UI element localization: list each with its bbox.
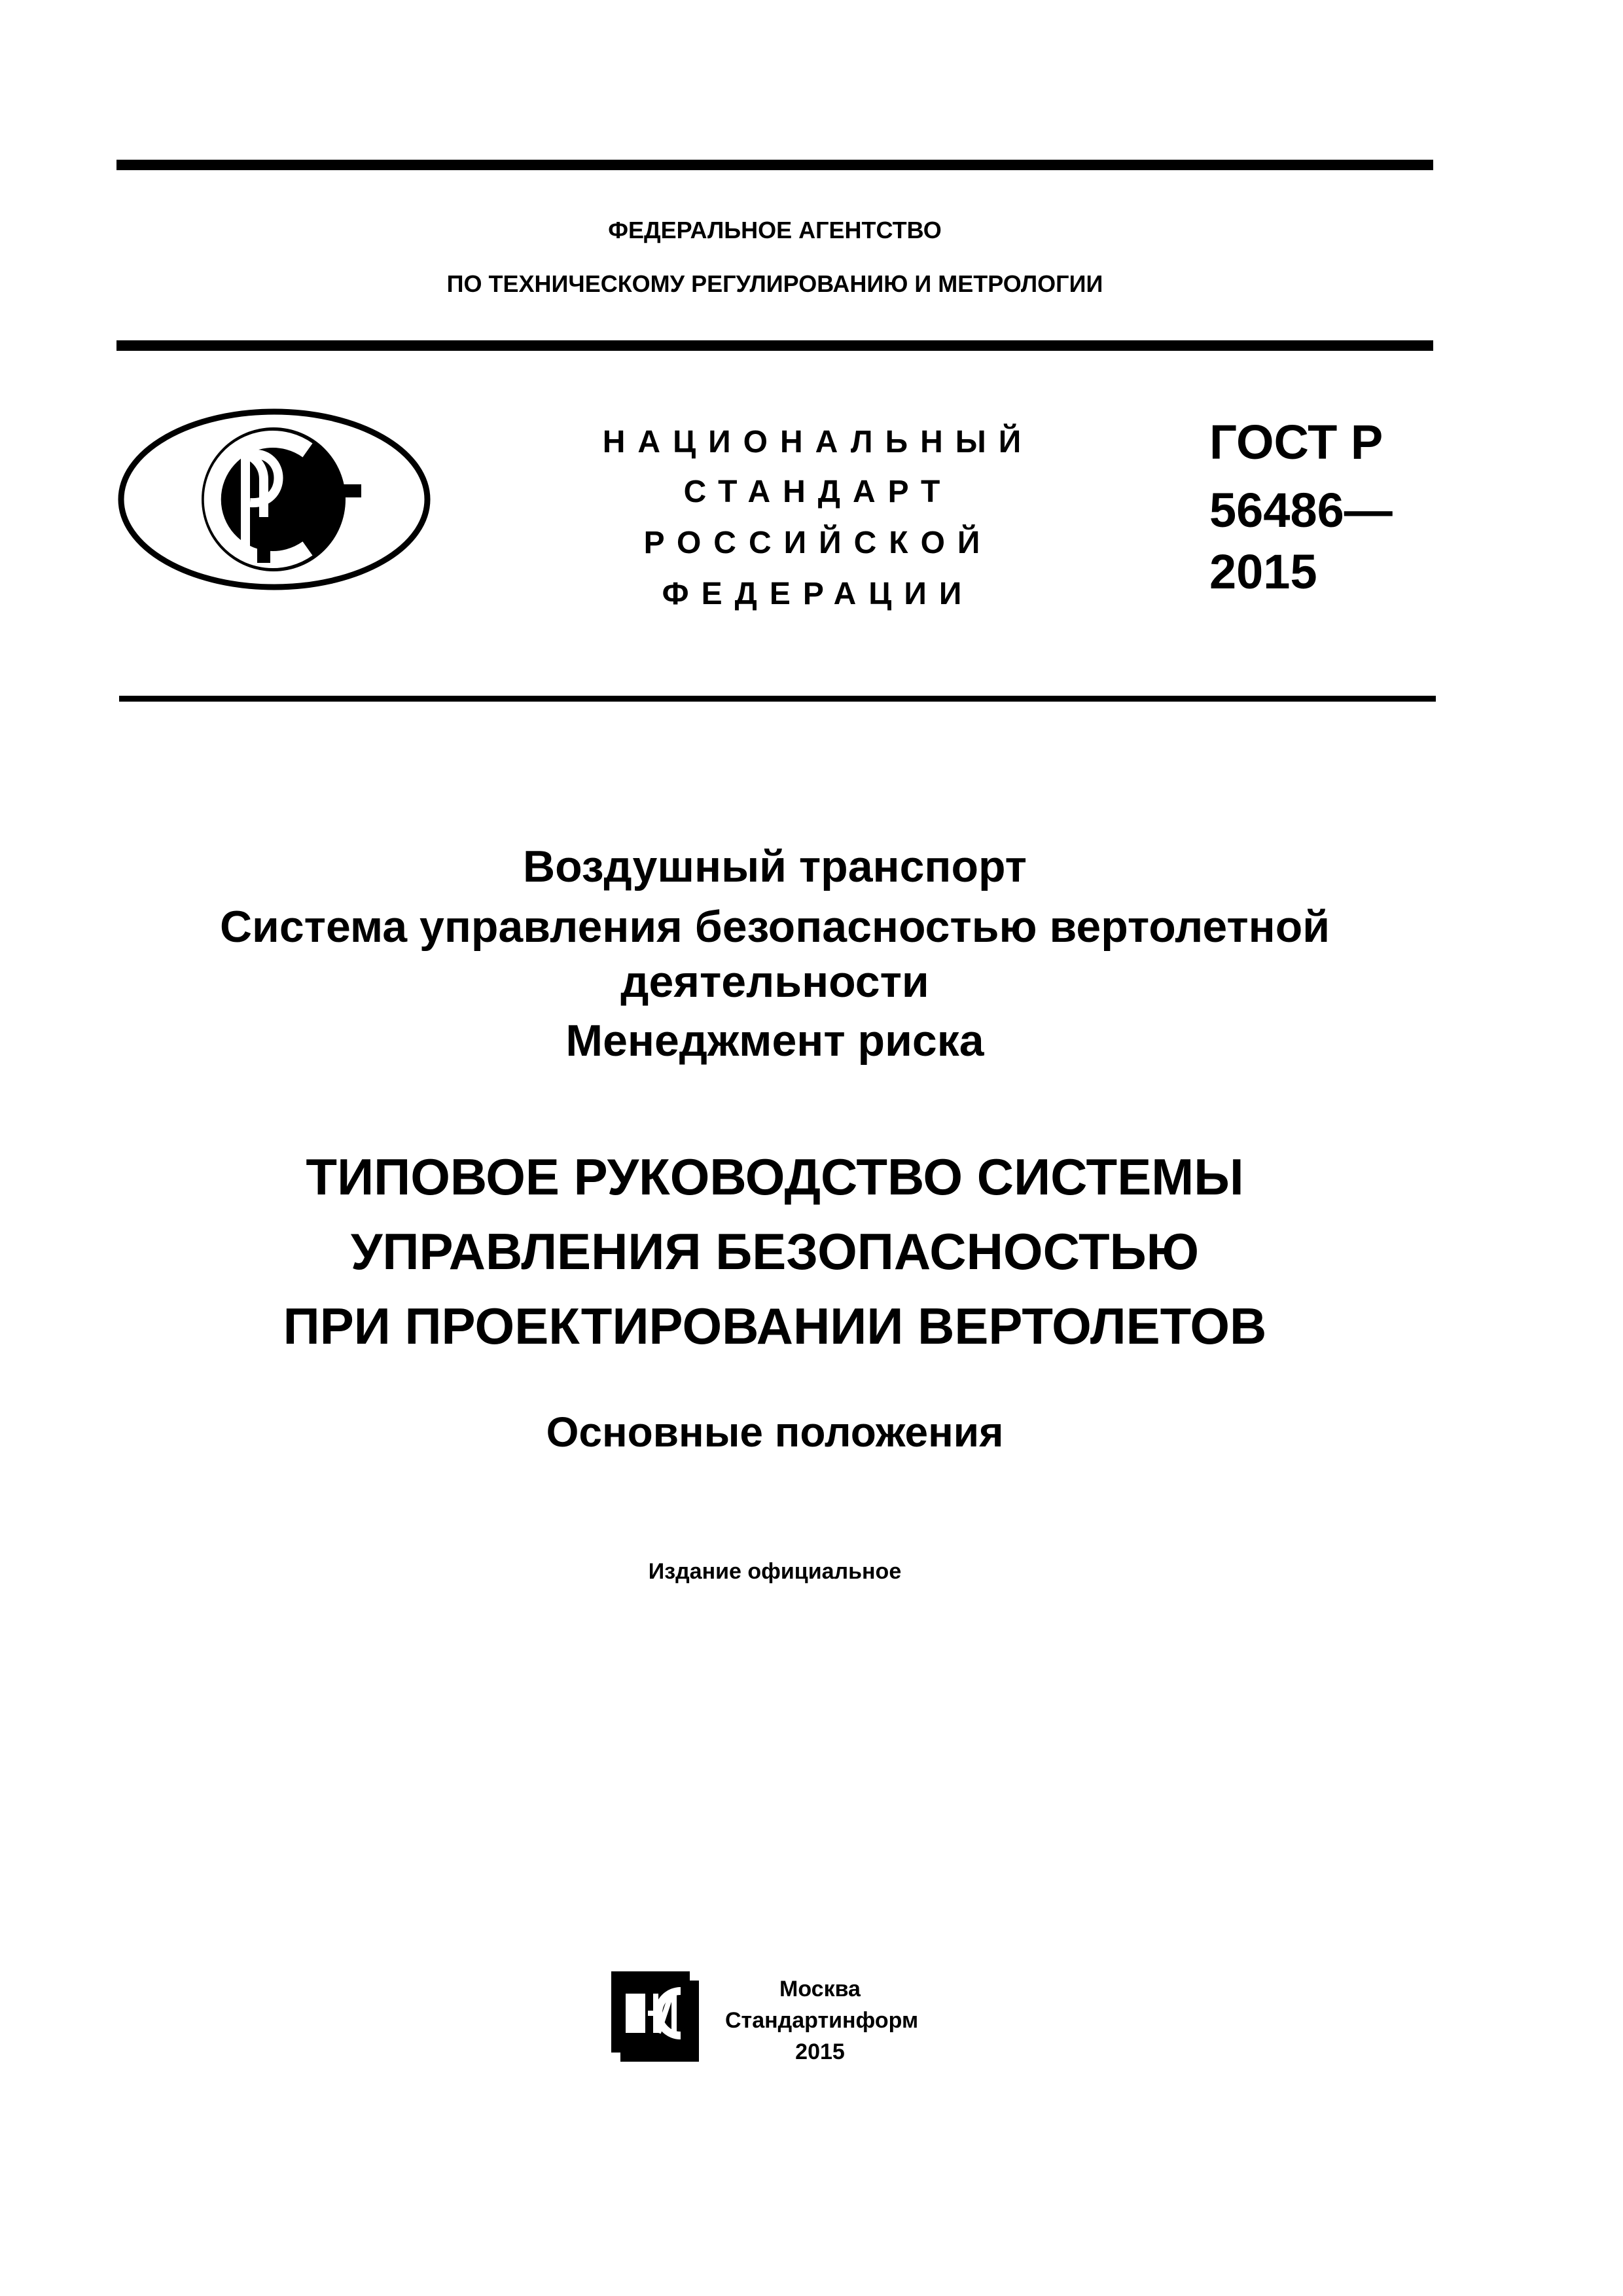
subtitle: Основные положения [546, 1408, 1004, 1456]
agency-name-line-2: ПО ТЕХНИЧЕСКОМУ РЕГУЛИРОВАНИЮ И МЕТРОЛОГИИ [446, 270, 1103, 297]
title-line-3: деятельности [620, 957, 929, 1007]
title-line-2: Система управления безопасностью вертолетной [219, 902, 1330, 952]
title-line-1: Воздушный транспорт [523, 842, 1027, 891]
national-standard-line-4: ФЕДЕРАЦИИ [662, 577, 974, 611]
publisher-year: 2015 [795, 2039, 845, 2064]
publisher-name: Стандартинформ [725, 2008, 919, 2033]
main-title-line-3: ПРИ ПРОЕКТИРОВАНИИ ВЕРТОЛЕТОВ [283, 1297, 1267, 1355]
lower-rule [119, 696, 1436, 702]
standartinform-logo-icon [607, 1967, 705, 2066]
publisher-city: Москва [779, 1977, 861, 2001]
standard-designation-line-3: 2015 [1209, 545, 1317, 599]
edition-note: Издание официальное [648, 1559, 902, 1584]
national-standard-line-2: СТАНДАРТ [683, 475, 953, 509]
main-title-line-1: ТИПОВОЕ РУКОВОДСТВО СИСТЕМЫ [306, 1148, 1244, 1206]
middle-rule [116, 340, 1433, 351]
top-rule [116, 160, 1433, 170]
national-standard-line-3: РОССИЙСКОЙ [643, 526, 993, 560]
agency-name-line-1: ФЕДЕРАЛЬНОЕ АГЕНТСТВО [608, 217, 942, 243]
national-standard-line-1: НАЦИОНАЛЬНЫЙ [602, 425, 1034, 459]
standard-designation-line-2: 56486— [1209, 483, 1393, 537]
main-title-line-2: УПРАВЛЕНИЯ БЕЗОПАСНОСТЬЮ [350, 1223, 1200, 1280]
title-line-4: Менеджмент риска [565, 1016, 984, 1066]
standard-designation-line-1: ГОСТ Р [1209, 415, 1383, 469]
rst-certification-emblem-icon [116, 407, 432, 592]
